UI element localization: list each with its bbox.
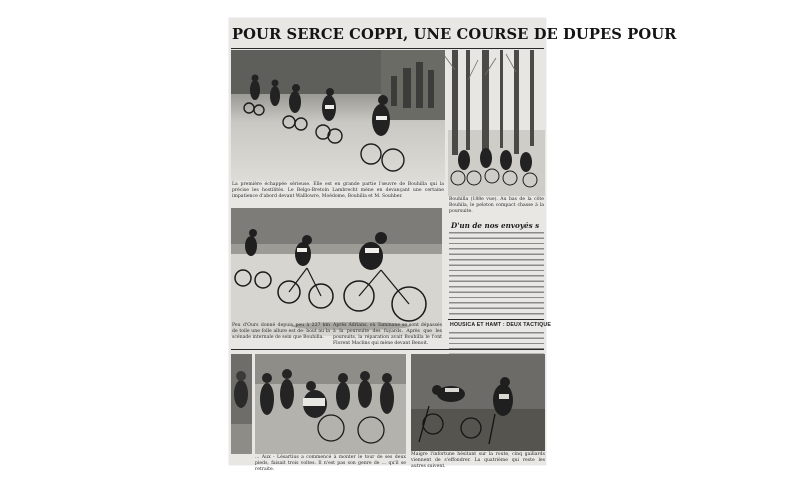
caption-trio-right: Après Adrians, où Taminane se sont dépassés à la poursuite des fuyards. Après que les poursuits, la réparation avait Bouhilla le l'ont Florent Maclins qui mène devant Benoit. <box>333 323 442 346</box>
article-subhead: D'un de nos envoyés s <box>451 221 540 230</box>
caption-forest: Bouhilla (188e vue). Au bas de la côte Bouhila, le peloton compact chasse à la poursuite. <box>449 197 544 214</box>
caption-peloton: La première échappée sérieuse. Elle est en grande partie l'œuvre de Bouhilla qui la précise les hostilités. Le Belgo-Bretoin Lambrecht mène en devançant une certaine impatience d'abord devant Walllowre, Moëdome, Bouhilla et M. Souhber. <box>232 182 444 199</box>
photo-trio <box>231 208 442 336</box>
headline-rule <box>231 48 544 49</box>
photo-crowd <box>255 354 406 454</box>
photo-strip <box>231 354 252 454</box>
section-head: HOUSICA ET HAMT : DEUX TACTIQUE <box>450 322 552 328</box>
caption-fall: Maigre l'infortune hésitant sur la route, cinq gaillards viennent de s'effondrer. La quatrième qui reste les autres suivent. <box>411 452 545 469</box>
bottom-rule <box>231 349 544 350</box>
photo-peloton <box>231 50 445 181</box>
headline: POUR SERCE COPPI, UNE COURSE DE DUPES POUR <box>232 25 677 43</box>
caption-trio: Peu d'Ours donné depuis peu à 227 km de toile une folle allure est de- bout au la scénade internale de sein que Bouhilla. <box>232 323 330 340</box>
section-rule <box>448 319 544 320</box>
photo-fall <box>411 354 545 451</box>
newspaper-page <box>229 18 677 472</box>
caption-crowd: ... Aux - Lésartius a commencé à monter le tour de ses deux pieds, faisait trois voltes. Il n'est pas son genre de ... qu'il se retraite. <box>255 455 406 472</box>
photo-forest <box>448 50 545 196</box>
article-body-text <box>449 232 544 318</box>
